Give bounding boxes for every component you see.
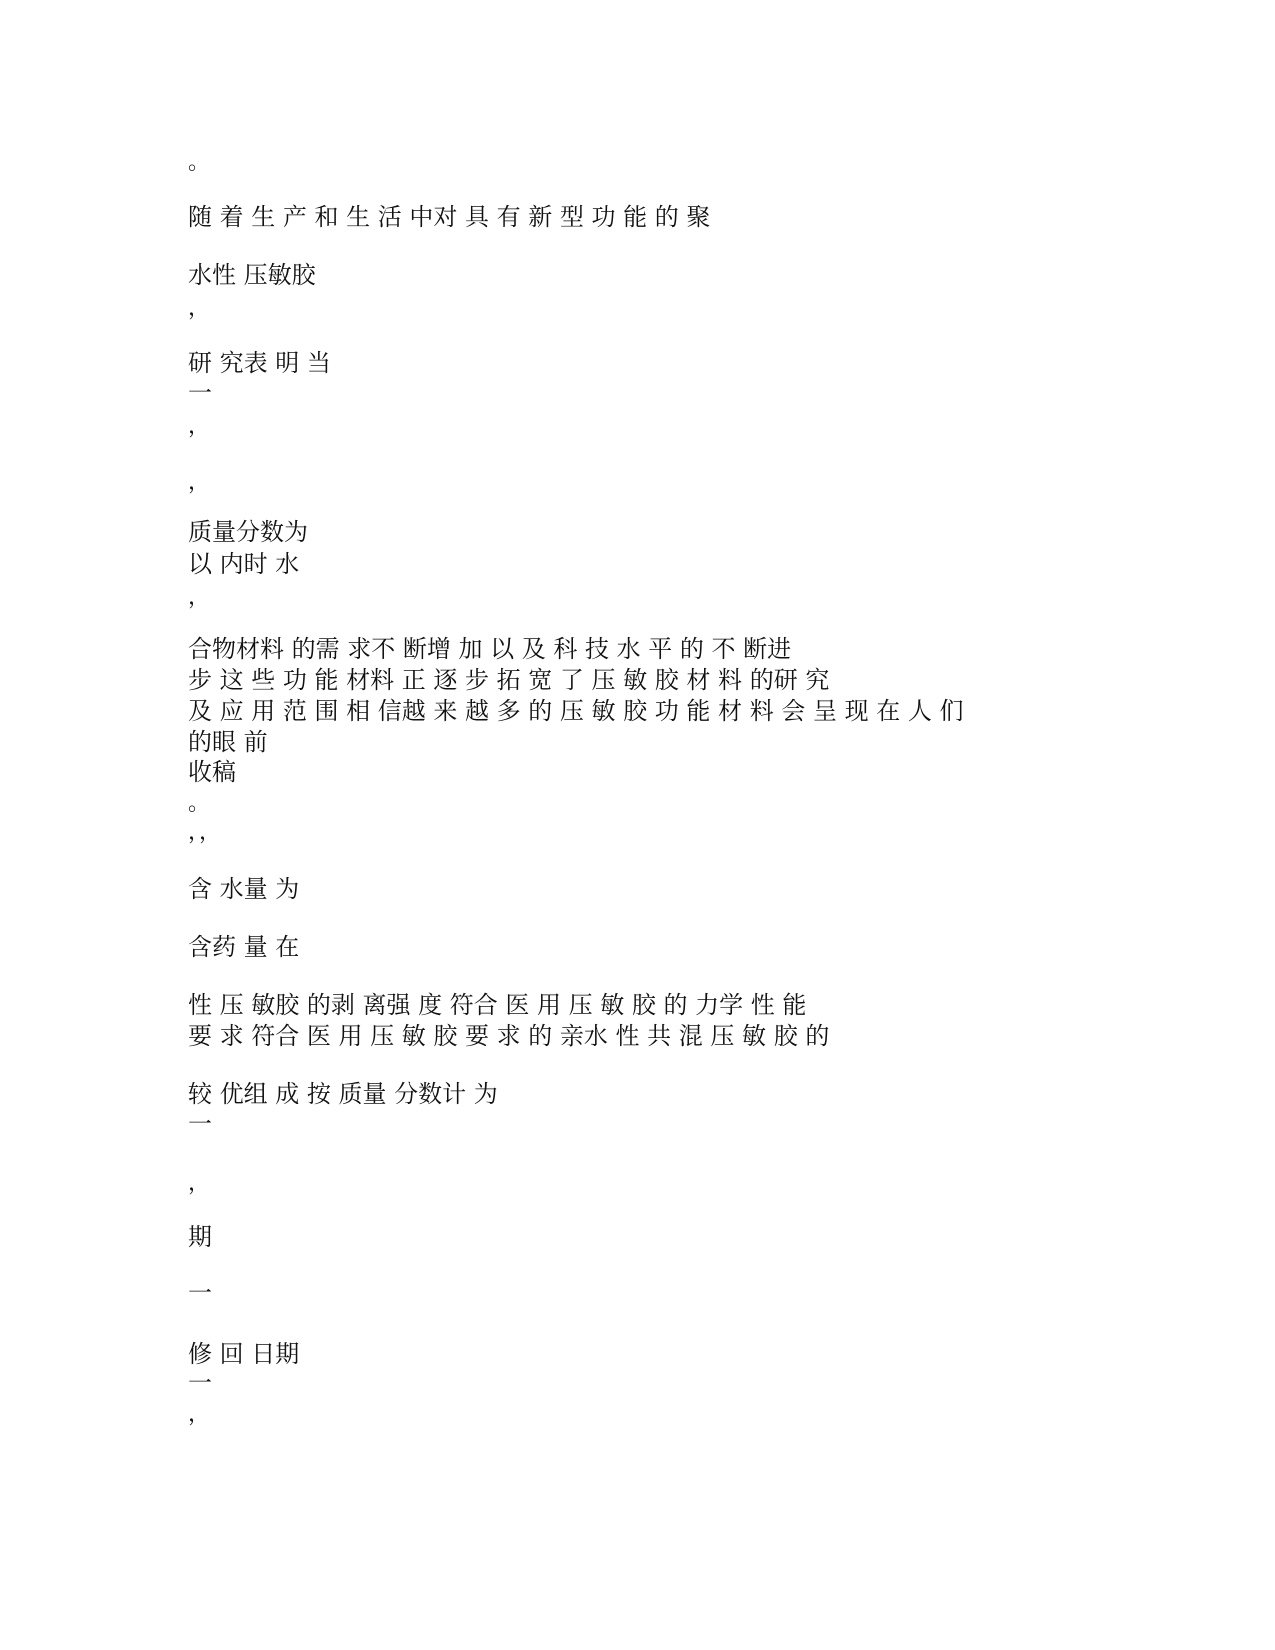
text-line: 研 究表 明 当 [188,349,331,377]
text-line: ，， [188,820,222,845]
text-line: ， [188,296,211,321]
text-line: 性 压 敏胶 的剥 离强 度 符合 医 用 压 敏 胶 的 力学 性 能 [188,991,807,1019]
text-line: 收稿 [188,758,236,786]
text-line: 的眼 前 [188,728,268,756]
text-line: 一 [188,379,212,407]
text-line: 含药 量 在 [188,933,300,961]
text-line: 质量分数为 [188,518,308,546]
text-line: 以 内时 水 [188,550,300,578]
text-line: ， [188,470,211,495]
text-line: 要 求 符合 医 用 压 敏 胶 要 求 的 亲水 性 共 混 压 敏 胶 的 [188,1022,830,1050]
text-line: ， [188,414,211,439]
text-line: 合物材料 的需 求不 断增 加 以 及 科 技 水 平 的 不 断进 [188,635,792,663]
text-line: 修 回 日期 [188,1340,300,1368]
text-line: 较 优组 成 按 质量 分数计 为 [188,1080,498,1108]
text-line: ， [188,1402,211,1427]
text-line: 一 [188,1369,212,1397]
text-line: 一 [188,1110,212,1138]
text-line: 期 [188,1223,212,1251]
text-line: ， [188,585,211,610]
text-line: 含 水量 为 [188,875,300,903]
text-line: 及 应 用 范 围 相 信越 来 越 多 的 压 敏 胶 功 能 材 料 会 呈 现 在 人 们 [188,697,964,725]
text-line: 。 [188,150,211,175]
text-line: 随 着 生 产 和 生 活 中对 具 有 新 型 功 能 的 聚 [188,203,711,231]
text-line: 。 [188,791,211,816]
text-line: 步 这 些 功 能 材料 正 逐 步 拓 宽 了 压 敏 胶 材 料 的研 究 [188,666,830,694]
text-line: 一 [188,1279,212,1307]
text-line: 水性 压敏胶 [188,261,316,289]
text-line: ， [188,1171,211,1196]
